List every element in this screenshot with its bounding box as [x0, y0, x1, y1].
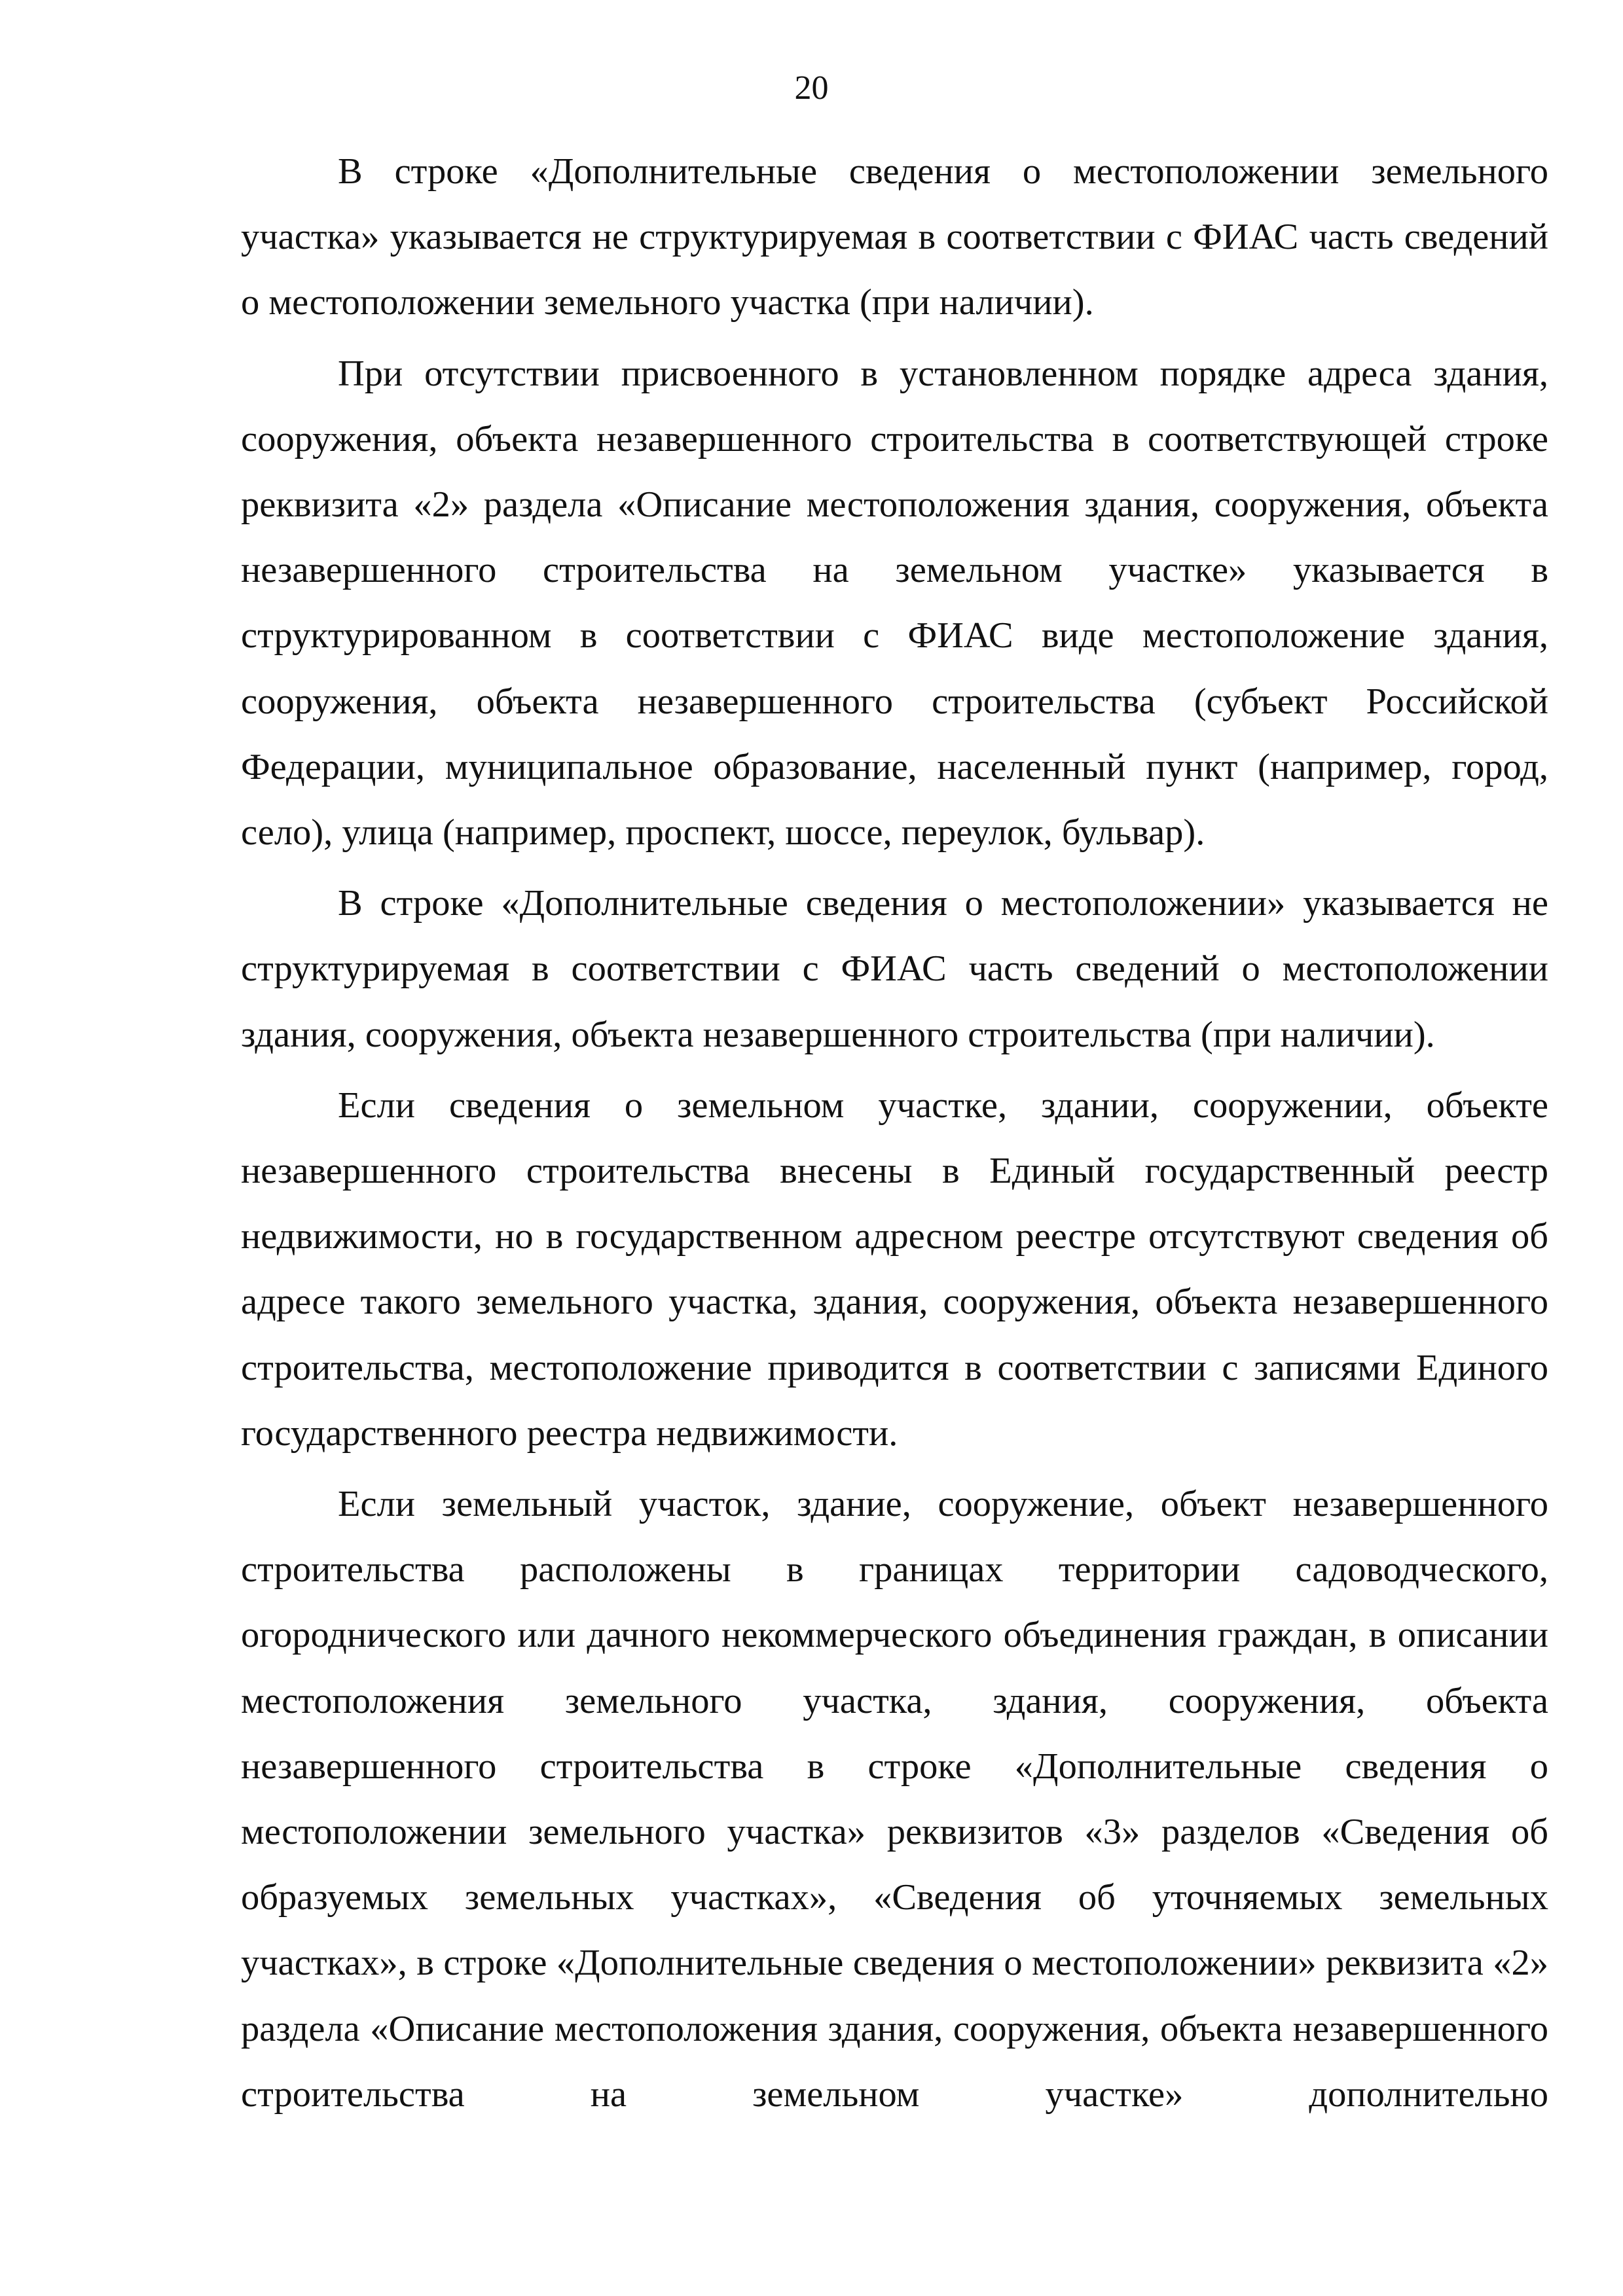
paragraph-additional-land-location: В строке «Дополнительные сведения о местоположении земельного участка» указывается не структурируемая в соответствии с ФИАС часть сведений о местоположении земельного участка (при наличии). — [241, 151, 1548, 323]
paragraph-no-assigned-address: При отсутствии присвоенного в установленном порядке адреса здания, сооружения, объекта незавершенного строительства в соответствующей строке реквизита «2» раздела «Описание местоположения здания, сооружения, объекта незавершенного строительства на земельном участке» указывается в структурированном в соответствии с ФИАС виде местоположение здания, сооружения, объекта незавершенного строительства (субъект Российской Федерации, муниципальное образование, населенный пункт (например, город, село), улица (например, проспект, шоссе, переулок, бульвар). — [241, 353, 1548, 853]
page-number: 20 — [794, 69, 829, 107]
paragraph-gardening-association: Если земельный участок, здание, сооружение, объект незавершенного строительства расположены в границах территории садоводческого, огороднического или дачного некоммерческого объединения граждан, в описании местоположения земельного участка, здания, сооружения, объекта незавершенного строительства в строке «Дополнительные сведения о местоположении земельного участка» реквизитов «3» разделов «Сведения об образуемых земельных участках», «Сведения об уточняемых земельных участках», в строке «Дополнительные сведения о местоположении» реквизита «2» раздела «Описание местоположения здания, сооружения, объекта незавершенного строительства на земельном участке» дополнительно — [241, 1484, 1548, 2115]
paragraph-additional-location: В строке «Дополнительные сведения о местоположении» указывается не структурируемая в соответствии с ФИАС часть сведений о местоположении здания, сооружения, объекта незавершенного строительства (при наличии). — [241, 883, 1548, 1055]
document-body — [241, 139, 1548, 2127]
paragraph-egrn-records: Если сведения о земельном участке, здании, сооружении, объекте незавершенного строительства внесены в Единый государственный реестр недвижимости, но в государственном адресном реестре отсутствуют сведения об адресе такого земельного участка, здания, сооружения, объекта незавершенного строительства, местоположение приводится в соответствии с записями Единого государственного реестра недвижимости. — [241, 1085, 1548, 1454]
